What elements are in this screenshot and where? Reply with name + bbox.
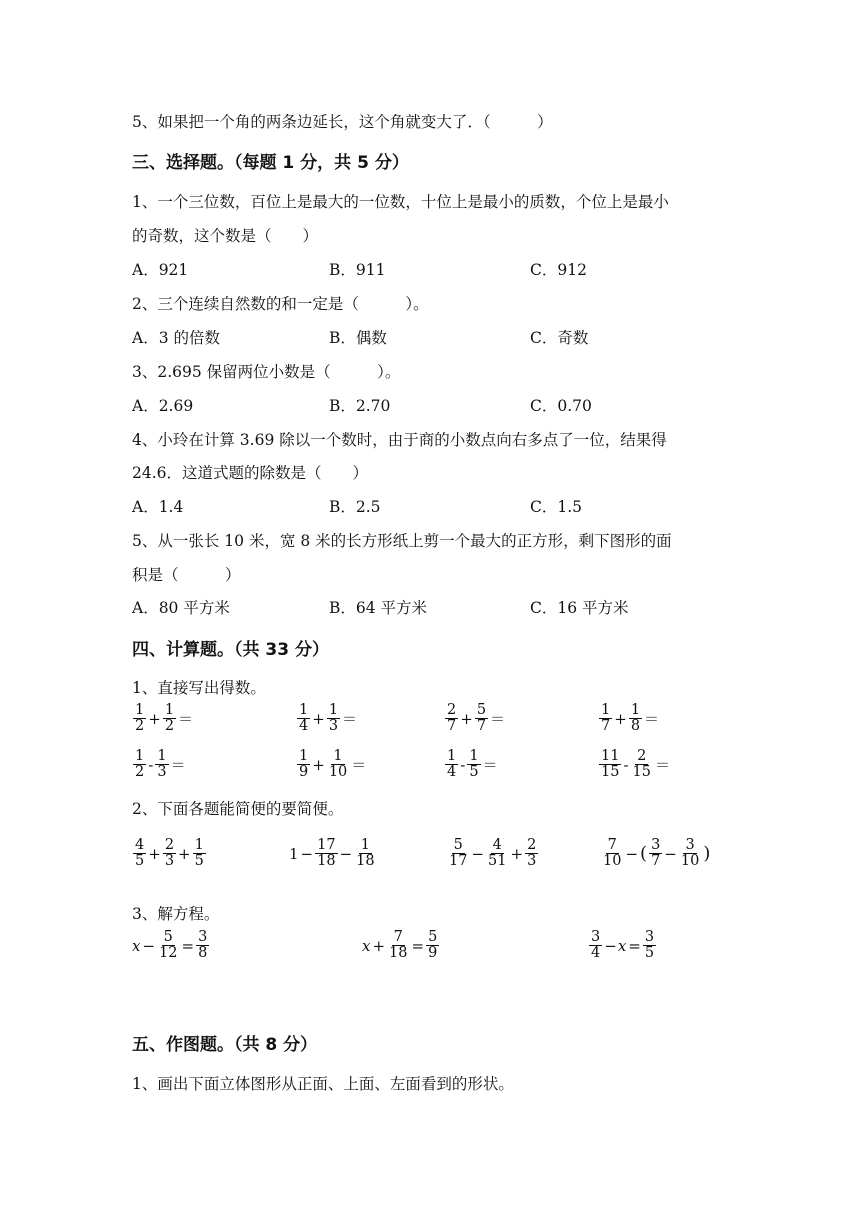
- direct-answer-problem: [444, 749, 499, 780]
- operator: +: [372, 936, 386, 955]
- numerator: 1: [630, 702, 641, 718]
- denominator: 3: [328, 718, 339, 735]
- equals: ＝: [351, 756, 367, 775]
- numerator: 2: [637, 748, 647, 764]
- numerator: 1: [135, 748, 145, 764]
- direct-answer-problem: [598, 749, 671, 780]
- denominator: 10: [328, 764, 348, 781]
- option-b: B．偶数: [329, 329, 387, 347]
- option-b: B．2.5: [329, 498, 381, 516]
- equals: ＝: [490, 710, 506, 729]
- equation-3: [588, 930, 657, 961]
- left-paren: (: [640, 843, 648, 865]
- operator: −: [142, 936, 156, 955]
- operator: +: [178, 844, 191, 863]
- direct-answer-problem: [444, 703, 506, 734]
- denominator: 4: [299, 718, 309, 735]
- option-c: C．0.70: [530, 397, 592, 415]
- option-c: C．912: [530, 261, 587, 279]
- fraction: [445, 749, 458, 780]
- simplify-expr-4: [600, 838, 711, 869]
- option-a: A．3 的倍数: [132, 329, 220, 347]
- option-c: C．16 平方米: [530, 599, 629, 617]
- fraction: [475, 703, 488, 734]
- fraction: [155, 749, 168, 780]
- equals: ＝: [178, 710, 194, 729]
- fraction: [133, 703, 146, 734]
- equals: ＝: [644, 710, 660, 729]
- numerator: 1: [157, 748, 167, 764]
- choice-q1-line1: 1、一个三位数，百位上是最大的一位数，十位上是最小的质数，个位上是最小: [132, 193, 669, 211]
- equals: ＝: [654, 756, 670, 775]
- denominator: 2: [164, 718, 175, 735]
- whole-number: 1: [289, 844, 299, 863]
- fraction: [133, 749, 146, 780]
- equals: =: [181, 936, 195, 955]
- numerator: 2: [447, 702, 457, 718]
- variable-x: x: [362, 936, 371, 955]
- fraction: $\frac{3}{8}$: [198, 929, 208, 962]
- fraction: $\frac{2}{3}$: [527, 837, 537, 870]
- fraction: $\frac{3}{7}$: [651, 837, 661, 870]
- operator: +: [148, 844, 161, 863]
- section-4-heading: 四、计算题。（共 33 分）: [132, 640, 329, 660]
- simplify-expr-3: [446, 838, 539, 869]
- calc-part3-title: 3、解方程。: [132, 905, 220, 923]
- option-a: A．2.69: [132, 397, 194, 415]
- choice-q5-line1: 5、从一张长 10 米，宽 8 米的长方形纸上剪一个最大的正方形，剩下图形的面: [132, 532, 672, 550]
- fraction: $\frac{3}{5}$: [644, 929, 655, 962]
- operator: −: [339, 844, 353, 863]
- fraction: [599, 703, 612, 734]
- numerator: 1: [164, 702, 175, 718]
- option-a: A．80 平方米: [132, 599, 230, 617]
- fraction: [629, 703, 642, 734]
- option-a: A．921: [132, 261, 189, 279]
- direct-answer-problem: [296, 703, 358, 734]
- equation-2: [362, 930, 440, 961]
- numerator: 1: [601, 702, 611, 718]
- denominator: 9: [299, 764, 309, 781]
- operator: −: [625, 844, 639, 863]
- fraction: $\frac{3}{10}$: [680, 837, 700, 870]
- right-paren: ): [703, 843, 711, 865]
- denominator: 15: [632, 764, 651, 781]
- direct-answer-problem: [598, 703, 660, 734]
- fraction: [327, 749, 349, 780]
- calc-part1-title: 1、直接写出得数。: [132, 679, 266, 697]
- numerator: 1: [299, 702, 309, 718]
- choice-q3: 3、2.695 保留两位小数是（ ）。: [132, 363, 401, 381]
- fraction: $\frac{4}{51}$: [488, 837, 507, 870]
- fraction: [631, 749, 653, 780]
- option-a: A．1.4: [132, 498, 184, 516]
- equals: =: [411, 936, 425, 955]
- option-c: C．1.5: [530, 498, 583, 516]
- choice-q5-line2: 积是（ ）: [132, 566, 241, 584]
- option-b: B．64 平方米: [329, 599, 428, 617]
- denominator: 5: [469, 764, 479, 781]
- fraction: $\frac{1}{5}$: [194, 837, 204, 870]
- direct-answer-problem: [296, 749, 367, 780]
- option-c: C．奇数: [530, 329, 589, 347]
- numerator: 11: [601, 748, 620, 764]
- operator: −: [664, 844, 677, 863]
- denominator: 15: [601, 764, 620, 781]
- direct-answer-problem: [132, 749, 187, 780]
- simplify-expr-1: [132, 838, 207, 869]
- drawing-q1: 1、画出下面立体图形从正面、上面、左面看到的形状。: [132, 1075, 514, 1093]
- operator: −: [604, 936, 617, 955]
- section-3-heading: 三、选择题。（每题 1 分，共 5 分）: [132, 153, 409, 173]
- variable-x: x: [617, 936, 627, 955]
- numerator: 1: [135, 702, 145, 718]
- numerator: 1: [328, 702, 339, 718]
- operator: +: [312, 709, 325, 728]
- equals: ＝: [342, 710, 358, 729]
- equals: =: [628, 936, 641, 955]
- denominator: 3: [157, 764, 167, 781]
- operator: +: [614, 709, 627, 728]
- fraction: $\frac{3}{4}$: [591, 929, 601, 962]
- fraction: [297, 749, 310, 780]
- fraction: [599, 749, 621, 780]
- denominator: 4: [447, 764, 457, 781]
- fraction: [163, 703, 176, 734]
- option-b: B．2.70: [329, 397, 391, 415]
- operator: -: [623, 755, 629, 774]
- operator: -: [460, 755, 466, 774]
- denominator: 7: [447, 718, 457, 735]
- denominator: 7: [476, 718, 487, 735]
- operator: +: [460, 709, 473, 728]
- denominator: 2: [135, 718, 145, 735]
- choice-q2: 2、三个连续自然数的和一定是（ ）。: [132, 295, 429, 313]
- direct-answer-problem: [132, 703, 194, 734]
- calc-part2-title: 2、下面各题能简便的要简便。: [132, 800, 344, 818]
- fraction: $\frac{4}{5}$: [135, 837, 145, 870]
- choice-q4-line2: 24.6．这道式题的除数是（ ）: [132, 464, 369, 482]
- numerator: 5: [476, 702, 487, 718]
- operator: +: [510, 844, 524, 863]
- fraction: [467, 749, 480, 780]
- fraction: $\frac{5}{12}$: [159, 929, 178, 962]
- operator: −: [471, 844, 485, 863]
- choice-q4-line1: 4、小玲在计算 3.69 除以一个数时，由于商的小数点向右多点了一位，结果得: [132, 431, 667, 449]
- section-5-heading: 五、作图题。（共 8 分）: [132, 1035, 318, 1055]
- fraction: [327, 703, 340, 734]
- fraction: $\frac{7}{10}$: [603, 837, 622, 870]
- simplify-expr-2: [288, 838, 378, 869]
- fraction: $\frac{7}{18}$: [389, 929, 408, 962]
- numerator: 1: [333, 748, 343, 764]
- operator: +: [312, 755, 325, 774]
- equals: ＝: [482, 756, 498, 775]
- operator: -: [148, 755, 154, 774]
- fraction: $\frac{5}{9}$: [428, 929, 438, 962]
- operator: +: [148, 709, 161, 728]
- variable-x: x: [132, 936, 141, 955]
- operator: −: [300, 844, 314, 863]
- equation-1: [132, 930, 210, 961]
- fraction: $\frac{2}{3}$: [164, 837, 175, 870]
- denominator: 7: [601, 718, 611, 735]
- denominator: 2: [135, 764, 145, 781]
- option-b: B．911: [329, 261, 386, 279]
- numerator: 1: [469, 748, 479, 764]
- fraction: [297, 703, 310, 734]
- numerator: 1: [299, 748, 309, 764]
- fraction: [445, 703, 458, 734]
- fraction: $\frac{5}{17}$: [449, 837, 468, 870]
- fraction: $\frac{17}{18}$: [317, 837, 336, 870]
- denominator: 8: [630, 718, 641, 735]
- numerator: 1: [447, 748, 457, 764]
- equals: ＝: [170, 756, 186, 775]
- judge-question-5: 5、如果把一个角的两条边延长，这个角就变大了．（ ）: [132, 113, 553, 131]
- choice-q1-line2: 的奇数，这个数是（ ）: [132, 227, 319, 245]
- fraction: $\frac{1}{18}$: [356, 837, 375, 870]
